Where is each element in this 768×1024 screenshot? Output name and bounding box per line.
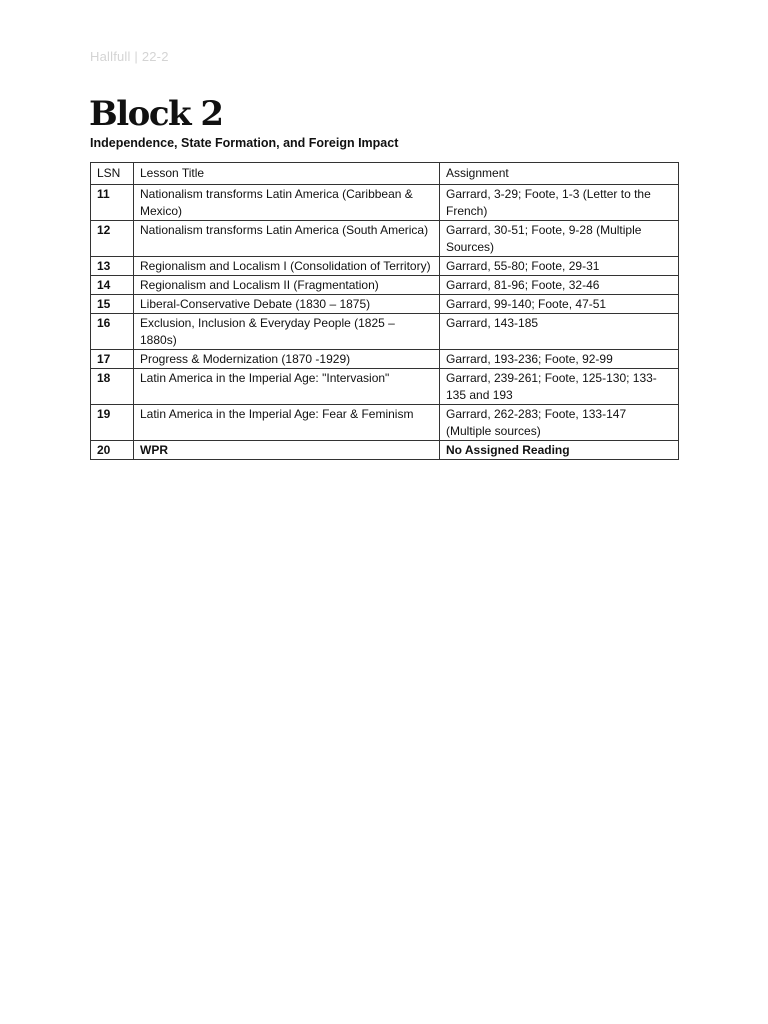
block-title: Block 2: [89, 94, 223, 134]
table-row: [91, 185, 679, 221]
block-subtitle: Independence, State Formation, and Foreign Impact: [90, 136, 399, 150]
lesson-assignment: Garrard, 3-29; Foote, 1-3 (Letter to the French): [440, 185, 679, 221]
column-header-lsn: LSN: [91, 163, 134, 185]
table-row: [91, 350, 679, 369]
lesson-number: 18: [91, 369, 134, 405]
column-header-assignment: Assignment: [440, 163, 679, 185]
lesson-number: 16: [91, 314, 134, 350]
table-row: [91, 257, 679, 276]
header-note: Hallfull | 22-2: [90, 49, 169, 64]
lesson-title: WPR: [134, 441, 440, 460]
table-header-row: [91, 163, 679, 185]
lesson-number: 13: [91, 257, 134, 276]
table-row: [91, 221, 679, 257]
lesson-assignment: No Assigned Reading: [440, 441, 679, 460]
lesson-number: 20: [91, 441, 134, 460]
lesson-assignment: Garrard, 239-261; Foote, 125-130; 133-135 and 193: [440, 369, 679, 405]
lesson-title: Latin America in the Imperial Age: Fear & Feminism: [134, 405, 440, 441]
lesson-number: 19: [91, 405, 134, 441]
lesson-title: Exclusion, Inclusion & Everyday People (1825 – 1880s): [134, 314, 440, 350]
lesson-assignment: Garrard, 81-96; Foote, 32-46: [440, 276, 679, 295]
lesson-assignment: Garrard, 143-185: [440, 314, 679, 350]
lesson-number: 11: [91, 185, 134, 221]
lesson-assignment: Garrard, 55-80; Foote, 29-31: [440, 257, 679, 276]
lesson-title: Liberal-Conservative Debate (1830 – 1875): [134, 295, 440, 314]
lesson-number: 17: [91, 350, 134, 369]
column-header-lesson-title: Lesson Title: [134, 163, 440, 185]
table-row: [91, 405, 679, 441]
table-row: [91, 369, 679, 405]
lesson-schedule-table: [90, 162, 679, 460]
lesson-assignment: Garrard, 30-51; Foote, 9-28 (Multiple Sources): [440, 221, 679, 257]
lesson-assignment: Garrard, 262-283; Foote, 133-147 (Multiple sources): [440, 405, 679, 441]
table-row: [91, 276, 679, 295]
lesson-title: Regionalism and Localism II (Fragmentation): [134, 276, 440, 295]
lesson-title: Regionalism and Localism I (Consolidation of Territory): [134, 257, 440, 276]
table-row: [91, 295, 679, 314]
lesson-assignment: Garrard, 193-236; Foote, 92-99: [440, 350, 679, 369]
lesson-title: Nationalism transforms Latin America (South America): [134, 221, 440, 257]
lesson-number: 15: [91, 295, 134, 314]
table-row: [91, 441, 679, 460]
lesson-title: Latin America in the Imperial Age: "Intervasion": [134, 369, 440, 405]
lesson-title: Nationalism transforms Latin America (Caribbean & Mexico): [134, 185, 440, 221]
lesson-number: 12: [91, 221, 134, 257]
lesson-number: 14: [91, 276, 134, 295]
table-row: [91, 314, 679, 350]
lesson-assignment: Garrard, 99-140; Foote, 47-51: [440, 295, 679, 314]
lesson-title: Progress & Modernization (1870 -1929): [134, 350, 440, 369]
